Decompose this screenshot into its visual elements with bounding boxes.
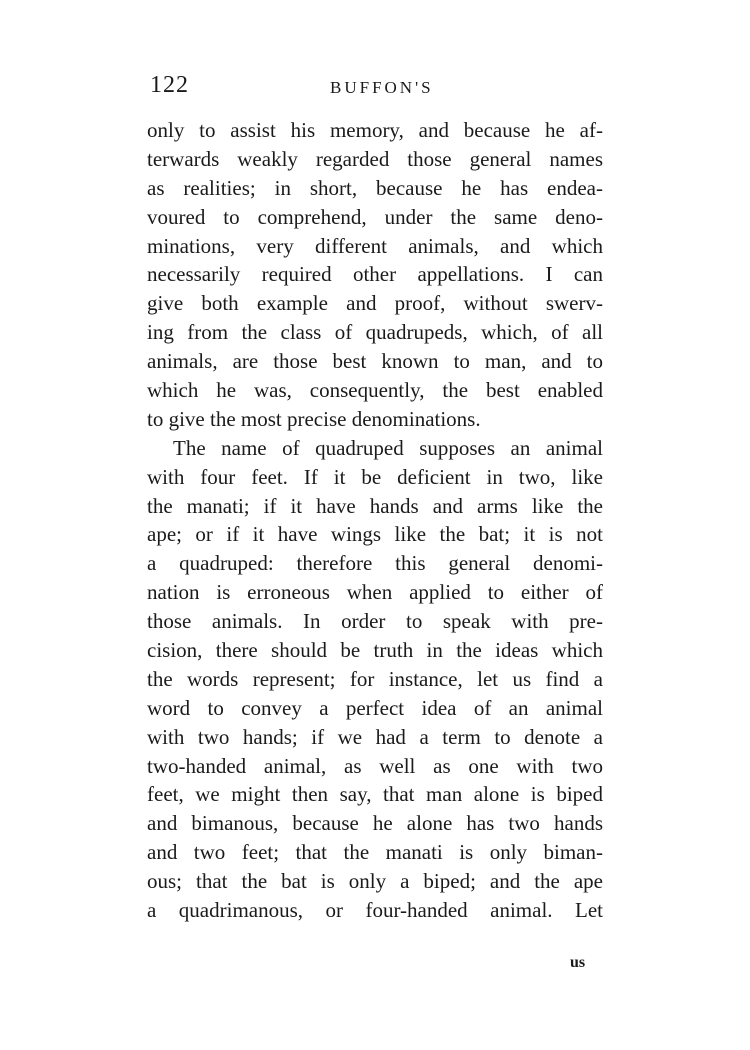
body-text <box>147 116 603 925</box>
text-line: a quadrimanous, or four-handed animal. Let <box>147 898 603 923</box>
text-line: two-handed animal, as well as one with two <box>147 753 603 778</box>
text-line: minations, very different animals, and which <box>147 233 603 258</box>
text-line: with four feet. If it be deficient in two, like <box>147 464 603 489</box>
text-line: feet, we might then say, that man alone is biped <box>147 782 603 807</box>
text-line: and two feet; that the manati is only biman- <box>147 840 603 865</box>
text-line: cision, there should be truth in the ideas which <box>147 638 603 663</box>
text-line: ing from the class of quadrupeds, which, of all <box>147 320 603 345</box>
catchword: us <box>570 954 586 971</box>
paragraph-start-line: The name of quadruped supposes an animal <box>173 435 603 460</box>
text-line: terwards weakly regarded those general names <box>147 146 603 171</box>
text-line: and bimanous, because he alone has two hands <box>147 811 603 836</box>
text-line: only to assist his memory, and because he af- <box>147 118 603 142</box>
paragraph-end-line: to give the most precise denominations. <box>147 406 481 431</box>
text-line: animals, are those best known to man, and to <box>147 349 603 374</box>
text-line: word to convey a perfect idea of an animal <box>147 695 603 720</box>
text-line: nation is erroneous when applied to either of <box>147 580 603 605</box>
page-number: 122 <box>150 72 189 98</box>
text-line: ape; or if it have wings like the bat; it is not <box>147 522 603 547</box>
text-line: necessarily required other appellations. I can <box>147 262 603 287</box>
text-line: give both example and proof, without swerv- <box>147 291 603 316</box>
text-line: ous; that the bat is only a biped; and the ape <box>147 869 603 894</box>
text-line: those animals. In order to speak with pre- <box>147 609 603 634</box>
running-head: BUFFON'S <box>330 78 434 97</box>
text-line: which he was, consequently, the best enabled <box>147 378 603 403</box>
text-line: voured to comprehend, under the same deno- <box>147 204 603 229</box>
page-header <box>150 72 600 106</box>
text-line: with two hands; if we had a term to denote a <box>147 724 603 749</box>
text-line: a quadruped: therefore this general denomi- <box>147 551 603 576</box>
text-line: the words represent; for instance, let us find a <box>147 666 603 691</box>
text-line: the manati; if it have hands and arms like the <box>147 493 603 518</box>
text-line: as realities; in short, because he has endea- <box>147 175 603 200</box>
